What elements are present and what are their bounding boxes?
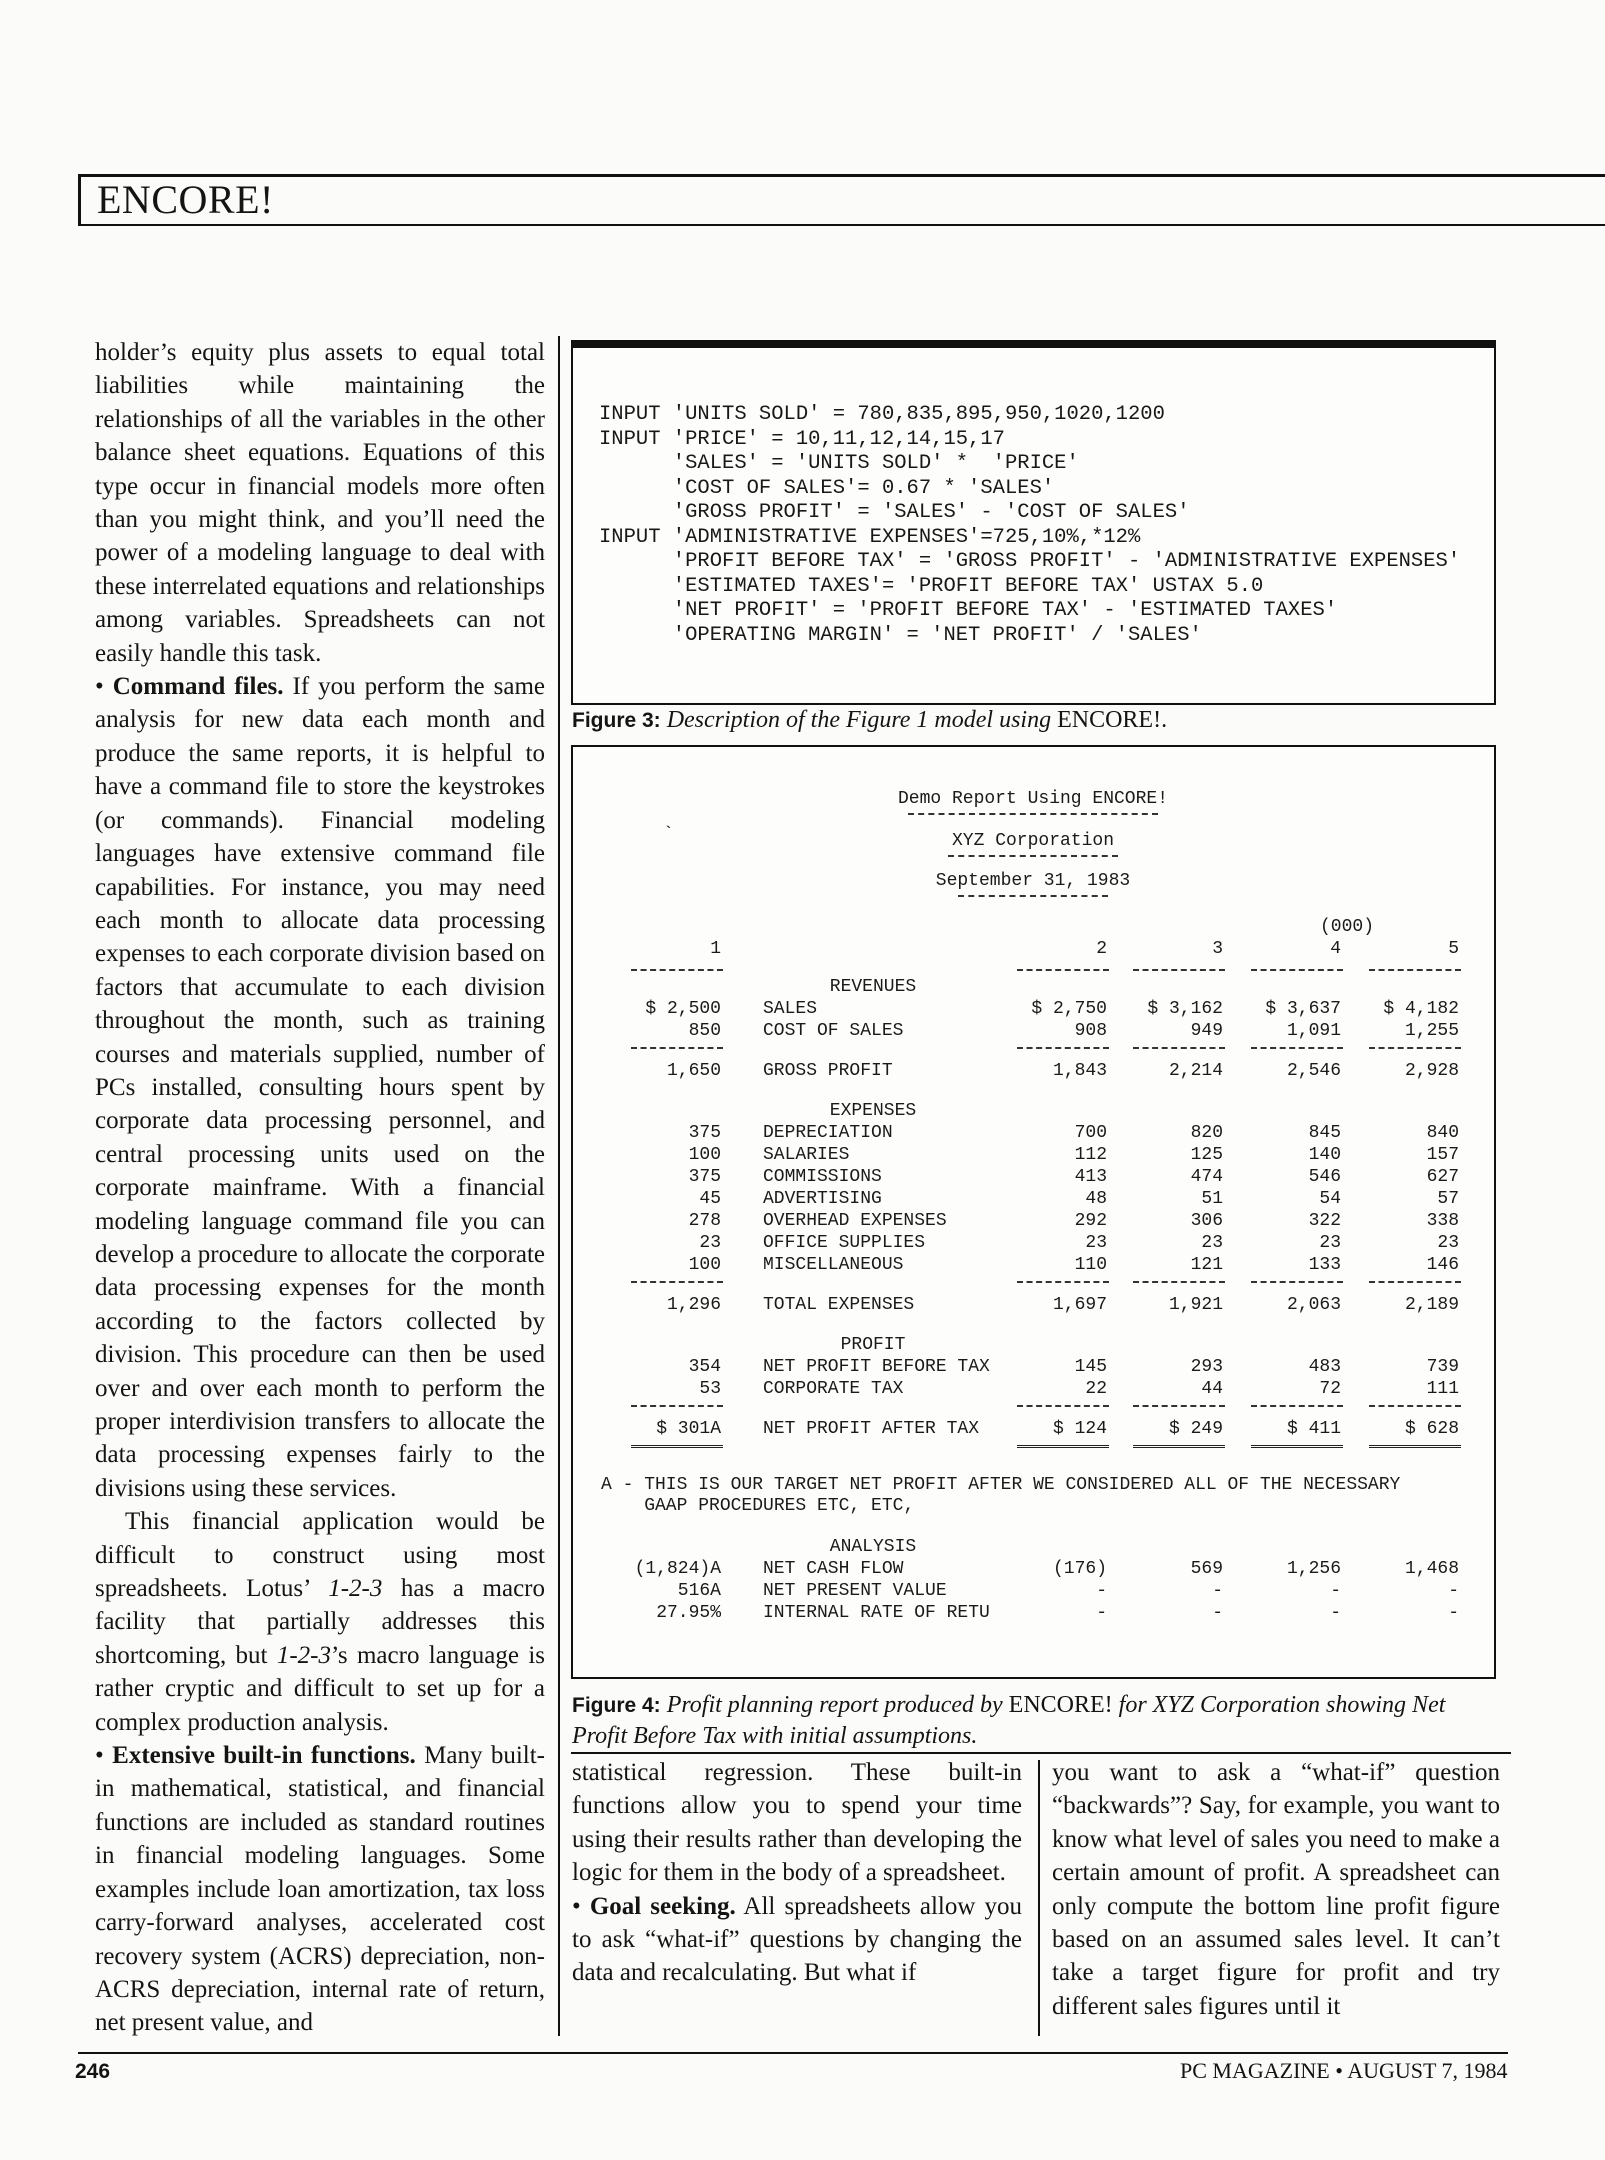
report-cell: 23 — [1437, 1233, 1459, 1253]
paragraph: you want to ask a “what-if” question “backwards”? Say, for example, you want to know what level of sales you need to make a certain amount of profit. A spreadsheet can only compute the bottom line profit figure based on an assumed sales level. It can’t take a target figure for profit and try different sales figures until it — [1052, 1759, 1500, 2020]
report-cell: 1,091 — [1286, 1021, 1341, 1041]
report-row-label: NET PRESENT VALUE — [763, 1581, 947, 1601]
dashed-underline — [1251, 1405, 1343, 1407]
report-cell: 375 — [688, 1167, 721, 1187]
report-cell: 72 — [1319, 1379, 1341, 1399]
report-cell: 949 — [1190, 1021, 1223, 1041]
report-cell: 739 — [1426, 1357, 1459, 1377]
report-cell: 845 — [1308, 1123, 1341, 1143]
header-top-rule — [78, 174, 1605, 177]
report-cell: 2,928 — [1404, 1061, 1459, 1081]
report-cell: 48 — [1085, 1189, 1107, 1209]
paragraph-text: has a macro facility that partially addresses this shortcoming, but — [95, 1575, 545, 1669]
report-cell: 375 — [688, 1123, 721, 1143]
report-cell: 1,921 — [1168, 1295, 1223, 1315]
figure-4-box — [571, 745, 1496, 1679]
paragraph-text: All spreadsheets allow you to ask “what-if” questions by changing the data and recalculating. But what if — [572, 1892, 1022, 1987]
dashed-underline — [1133, 1047, 1225, 1049]
report-cell: $ 301A — [656, 1419, 721, 1439]
report-cell: (176) — [1052, 1559, 1107, 1579]
report-cell: 121 — [1190, 1255, 1223, 1275]
report-section-heading: EXPENSES — [829, 1101, 917, 1121]
dashed-underline — [1251, 1281, 1343, 1283]
double-underline — [1017, 1445, 1109, 1451]
report-row-label: OVERHEAD EXPENSES — [763, 1211, 947, 1231]
report-cell: $ 2,500 — [645, 999, 721, 1019]
report-cell: 820 — [1190, 1123, 1223, 1143]
report-row-label: NET CASH FLOW — [763, 1559, 904, 1579]
report-row-label: SALARIES — [763, 1145, 850, 1165]
report-cell: 278 — [688, 1211, 721, 1231]
figure-4-caption — [572, 1690, 1492, 1752]
figure-4-report — [573, 747, 1494, 1677]
report-cell: 145 — [1074, 1357, 1107, 1377]
report-cell: 100 — [688, 1255, 721, 1275]
report-row-label: COMMISSIONS — [763, 1167, 882, 1187]
report-cell: $ 124 — [1052, 1419, 1107, 1439]
report-cell: 850 — [688, 1021, 721, 1041]
report-cell: 112 — [1074, 1145, 1107, 1165]
report-footnote: A - THIS IS OUR TARGET NET PROFIT AFTER WE CONSIDERED ALL OF THE NECESSARY GAAP PROCEDURES ETC, ETC, — [601, 1475, 1401, 1516]
product-name: ENCORE! — [1057, 707, 1162, 733]
dashed-underline — [631, 1281, 723, 1283]
report-cell: 23 — [1319, 1233, 1341, 1253]
dashed-underline — [1251, 1047, 1343, 1049]
dashed-underline — [1251, 969, 1343, 971]
caption-text: Profit planning report produced by — [660, 1692, 1009, 1718]
report-cell: 133 — [1308, 1255, 1341, 1275]
paragraph — [95, 1505, 545, 1739]
report-cell: 1,255 — [1404, 1021, 1459, 1041]
report-column-header: 1 — [710, 939, 721, 959]
product-name: 1-2-3 — [276, 1641, 331, 1669]
dashed-underline — [1369, 1405, 1461, 1407]
report-cell: 125 — [1190, 1145, 1223, 1165]
report-cell: 54 — [1319, 1189, 1341, 1209]
report-cell: 44 — [1201, 1379, 1223, 1399]
report-row-label: OFFICE SUPPLIES — [763, 1233, 926, 1253]
paragraph: • Command files. If you perform the same analysis for new data each month and produce the same reports, it is helpful to have a command file to store the keystrokes (or commands). Financial modeling languages have extensive command file capabilities. For instance, you may need each month to allocate data processing expenses to each corporate division based on factors that accumulate to each division throughout the month, such as training courses and materials supplied, number of PCs installed, consulting hours spent by corporate data processing personnel, and central processing units used on the corporate mainframe. With a financial modeling language command file you can develop a procedure to allocate the corporate data processing expenses for the month according to the factors collected by division. This procedure can then be used over and over each month to perform the proper interdivision transfers to allocate the data processing expenses fairly to the divisions using these services. — [95, 673, 546, 1502]
report-cell: 1,256 — [1286, 1559, 1341, 1579]
report-cell: 100 — [688, 1145, 721, 1165]
section-heading: Goal seeking. — [589, 1892, 736, 1920]
figure-3-caption — [572, 705, 1492, 736]
report-column-header: 3 — [1212, 939, 1223, 959]
report-cell: 354 — [688, 1357, 721, 1377]
product-name: ENCORE! — [1008, 1692, 1113, 1718]
report-cell: 306 — [1190, 1211, 1223, 1231]
report-cell: $ 628 — [1404, 1419, 1459, 1439]
caption-label: Figure 4: — [572, 1694, 661, 1717]
dashed-underline — [1369, 1047, 1461, 1049]
report-cell: 2,063 — [1286, 1295, 1341, 1315]
report-units: (000) — [1319, 917, 1374, 937]
report-row-label: GROSS PROFIT — [763, 1061, 893, 1081]
dashed-underline — [631, 969, 723, 971]
report-cell: $ 411 — [1286, 1419, 1341, 1439]
report-cell: 546 — [1308, 1167, 1341, 1187]
paragraph-text: If you perform the same analysis for new data each month and produce the same reports, it is helpful to have a command file to store the keystrokes (or commands). Financial modeling languages have extensive command file capabilities. For instance, you may need each month to allocate data processing expenses to each corporate division based on factors that accumulate to each division throughout the month, such as training courses and materials supplied, number of PCs installed, consulting hours spent by corporate data processing personnel, and central processing units used on the corporate mainframe. With a financial modeling language command file you can develop a procedure to allocate the corporate data processing expenses for the month according to the factors collected by division. This procedure can then be used over and over each month to perform the proper interdivision transfers to allocate the data processing expenses fairly to the divisions using these services. — [95, 673, 546, 1502]
report-cell: 140 — [1308, 1145, 1341, 1165]
report-cell: 516A — [677, 1581, 721, 1601]
report-cell: 483 — [1308, 1357, 1341, 1377]
report-cell: 51 — [1201, 1189, 1223, 1209]
report-cell: $ 4,182 — [1383, 999, 1459, 1019]
report-cell: 1,843 — [1052, 1061, 1107, 1081]
report-cell: 2,189 — [1404, 1295, 1459, 1315]
report-section-heading: REVENUES — [829, 977, 917, 997]
report-cell: 413 — [1074, 1167, 1107, 1187]
report-cell: - — [1212, 1603, 1223, 1623]
report-cell: 338 — [1426, 1211, 1459, 1231]
magazine-footer: PC MAGAZINE • AUGUST 7, 1984 — [1180, 2058, 1508, 2083]
report-cell: - — [1096, 1581, 1107, 1601]
report-cell: - — [1096, 1603, 1107, 1623]
report-cell: 157 — [1426, 1145, 1459, 1165]
double-underline — [1369, 1445, 1461, 1451]
dashed-underline — [1369, 1281, 1461, 1283]
report-cell: 474 — [1190, 1167, 1223, 1187]
report-cell: 23 — [699, 1233, 721, 1253]
report-row-label: NET PROFIT BEFORE TAX — [763, 1357, 990, 1377]
report-cell: 2,214 — [1168, 1061, 1223, 1081]
report-date: September 31, 1983 — [935, 871, 1131, 891]
dashed-underline — [1017, 969, 1109, 971]
report-row-label: MISCELLANEOUS — [763, 1255, 904, 1275]
report-cell: $ 3,162 — [1147, 999, 1223, 1019]
left-column — [95, 336, 545, 2040]
report-row-label: ADVERTISING — [763, 1189, 882, 1209]
product-name: 1-2-3 — [328, 1575, 383, 1603]
report-cell: 1,296 — [666, 1295, 721, 1315]
dashed-underline — [1369, 969, 1461, 971]
title-underline — [958, 895, 1108, 897]
report-cell: $ 3,637 — [1265, 999, 1341, 1019]
report-cell: 840 — [1426, 1123, 1459, 1143]
report-company: XYZ Corporation — [951, 831, 1115, 851]
page-title: ENCORE! — [97, 177, 274, 222]
lower-columns-top-rule — [571, 1752, 1511, 1754]
report-cell: 908 — [1074, 1021, 1107, 1041]
report-cell: 569 — [1190, 1559, 1223, 1579]
paragraph-text: This financial application would be difficult to construct using most spreadsheets. Lotus’ — [95, 1508, 545, 1603]
dashed-underline — [1017, 1405, 1109, 1407]
caption-text: for XYZ Corporation showing Net Profit Before Tax with initial assumptions. — [572, 1692, 1446, 1749]
report-cell: 322 — [1308, 1211, 1341, 1231]
dashed-underline — [1133, 1405, 1225, 1407]
report-column-header: 4 — [1330, 939, 1341, 959]
paragraph: • Goal seeking. All spreadsheets allow you to ask “what-if” questions by changing the data and recalculating. But what if — [572, 1892, 1022, 1987]
dashed-underline — [1133, 969, 1225, 971]
report-title: Demo Report Using ENCORE! — [897, 789, 1169, 809]
section-heading: Extensive built-in functions. — [112, 1742, 416, 1770]
figure-3-code: INPUT 'UNITS SOLD' = 780,835,895,950,1020,1200 INPUT 'PRICE' = 10,11,12,14,15,17 'SALES' = 'UNITS SOLD' * 'PRICE' 'COST OF SALES'= 0.67 * 'SALES' 'GROSS PROFIT' = 'SALES' - 'COST OF SALES' INPUT 'ADMINISTRATIVE EXPENSES'=725,10%,*12% 'PROFIT BEFORE TAX' = 'GROSS PROFIT' - 'ADMINISTRATIVE EXPENSES' 'ESTIMATED TAXES'= 'PROFIT BEFORE TAX' USTAX 5.0 'NET PROFIT' = 'PROFIT BEFORE TAX' - 'ESTIMATED TAXES' 'OPERATING MARGIN' = 'NET PROFIT' / 'SALES' — [599, 403, 1461, 647]
double-underline — [631, 1445, 723, 1451]
report-row-label: NET PROFIT AFTER TAX — [763, 1419, 980, 1439]
report-cell: 57 — [1437, 1189, 1459, 1209]
report-row-label: SALES — [763, 999, 818, 1019]
report-cell: 146 — [1426, 1255, 1459, 1275]
stray-mark: ` — [663, 825, 674, 845]
report-row-label: DEPRECIATION — [763, 1123, 893, 1143]
report-row-label: CORPORATE TAX — [763, 1379, 904, 1399]
paragraph: statistical regression. These built-in functions allow you to spend your time using their results rather than developing the logic for them in the body of a spreadsheet. — [572, 1759, 1022, 1887]
report-cell: 45 — [699, 1189, 721, 1209]
report-cell: 27.95% — [656, 1603, 721, 1623]
report-cell: 23 — [1085, 1233, 1107, 1253]
figure-3-box — [571, 340, 1496, 705]
paragraph-text: Many built-in mathematical, statistical, and financial functions are included as standard routines in financial modeling languages. Some examples include loan amortization, tax loss carry-forward analyses, accelerated cost recovery system (ACRS) depreciation, non-ACRS depreciation, internal rate of return, net present value, and — [95, 1742, 545, 2037]
report-cell: - — [1330, 1581, 1341, 1601]
paragraph-text: ’s macro language is rather cryptic and difficult to set up for a complex production analysis. — [95, 1641, 545, 1736]
report-cell: - — [1212, 1581, 1223, 1601]
report-cell: 23 — [1201, 1233, 1223, 1253]
header-left-rule — [78, 174, 81, 226]
report-cell: 110 — [1074, 1255, 1107, 1275]
left-column-rule — [558, 336, 560, 2036]
report-cell: (1,824)A — [634, 1559, 721, 1579]
report-row-label: TOTAL EXPENSES — [763, 1295, 915, 1315]
caption-label: Figure 3: — [572, 709, 661, 732]
report-row-label: INTERNAL RATE OF RETU — [763, 1603, 990, 1623]
report-column-header: 2 — [1096, 939, 1107, 959]
caption-text: . — [1161, 707, 1168, 733]
title-underline — [908, 813, 1158, 815]
footer-rule — [78, 2052, 1508, 2054]
report-cell: 293 — [1190, 1357, 1223, 1377]
report-cell: 22 — [1085, 1379, 1107, 1399]
dashed-underline — [1017, 1047, 1109, 1049]
report-cell: 627 — [1426, 1167, 1459, 1187]
right-column — [1052, 1756, 1500, 2023]
report-column-header: 5 — [1448, 939, 1459, 959]
caption-text: Description of the Figure 1 model using — [660, 707, 1058, 733]
double-underline — [1251, 1445, 1343, 1451]
report-cell: 2,546 — [1286, 1061, 1341, 1081]
double-underline — [1133, 1445, 1225, 1451]
report-cell: 1,650 — [666, 1061, 721, 1081]
report-cell: 1,697 — [1052, 1295, 1107, 1315]
report-cell: 292 — [1074, 1211, 1107, 1231]
report-cell: 53 — [699, 1379, 721, 1399]
report-cell: 700 — [1074, 1123, 1107, 1143]
report-cell: - — [1330, 1603, 1341, 1623]
middle-column — [572, 1756, 1022, 1990]
paragraph: • Extensive built-in functions. Many built-in mathematical, statistical, and financial functions are included as standard routines in financial modeling languages. Some examples include loan amortization, tax loss carry-forward analyses, accelerated cost recovery system (ACRS) depreciation, non-ACRS depreciation, internal rate of return, net present value, and — [95, 1742, 545, 2037]
page-number: 246 — [75, 2060, 111, 2083]
report-row-label: COST OF SALES — [763, 1021, 904, 1041]
dashed-underline — [1133, 1281, 1225, 1283]
report-section-heading: PROFIT — [840, 1335, 906, 1355]
report-cell: - — [1448, 1603, 1459, 1623]
section-heading: Command files. — [112, 673, 284, 701]
report-cell: $ 2,750 — [1031, 999, 1107, 1019]
header-bottom-rule — [78, 224, 1605, 226]
report-cell: 111 — [1426, 1379, 1459, 1399]
dashed-underline — [1017, 1281, 1109, 1283]
report-cell: 1,468 — [1404, 1559, 1459, 1579]
dashed-underline — [631, 1405, 723, 1407]
title-underline — [948, 855, 1118, 857]
report-section-heading: ANALYSIS — [829, 1537, 917, 1557]
report-cell: $ 249 — [1168, 1419, 1223, 1439]
paragraph: holder’s equity plus assets to equal total liabilities while maintaining the relationships of all the variables in the other balance sheet equations. Equations of this type occur in financial models more often than you might think, and you’ll need the power of a modeling language to deal with these interrelated equations and relationships among variables. Spreadsheets can not easily handle this task. — [95, 339, 545, 667]
lower-column-rule — [1038, 1760, 1040, 2036]
dashed-underline — [631, 1047, 723, 1049]
report-cell: - — [1448, 1581, 1459, 1601]
